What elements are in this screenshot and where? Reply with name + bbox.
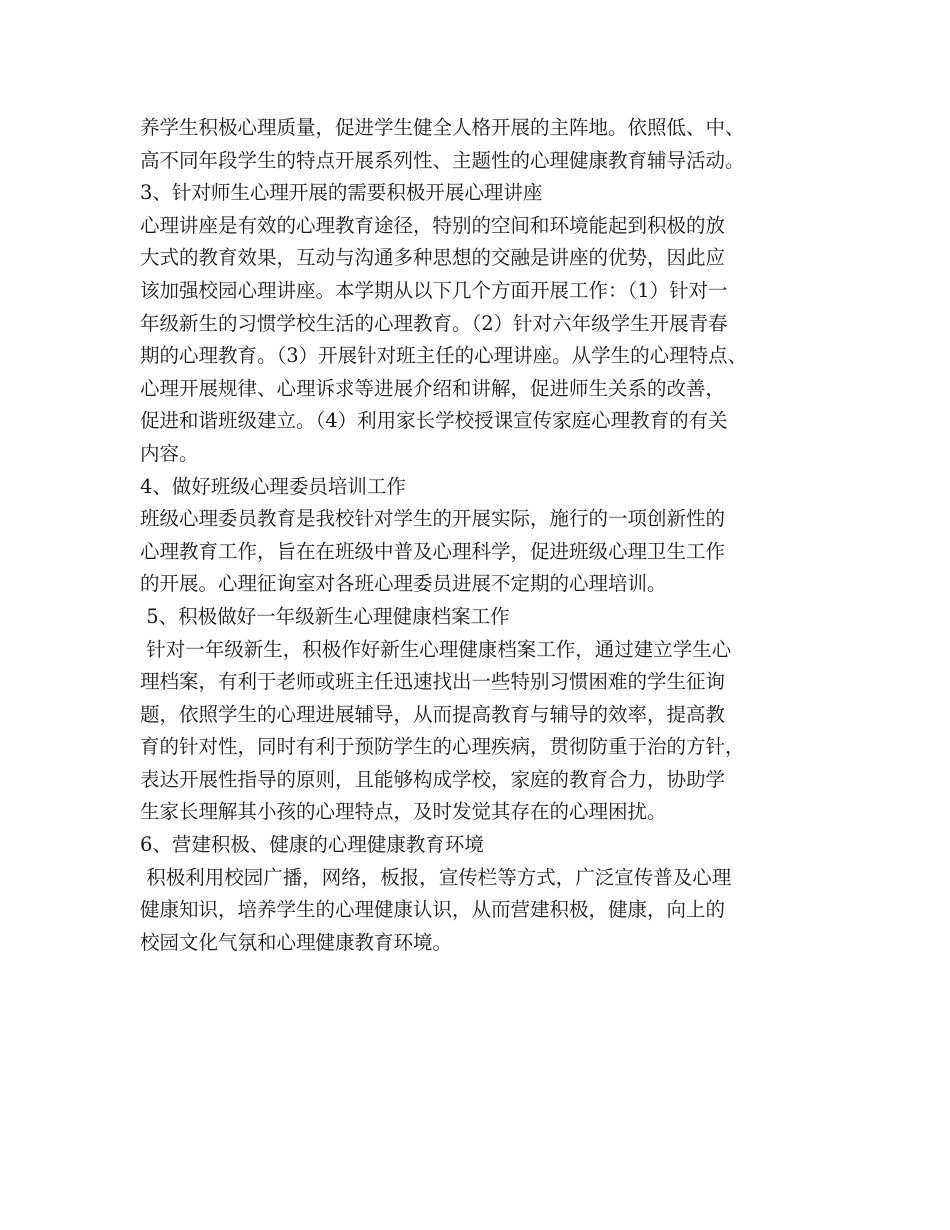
- section-heading-5: 5、积极做好一年级新生心理健康档案工作: [140, 604, 510, 628]
- section-heading-3: 3、针对师生心理开展的需要积极开展心理讲座: [140, 181, 543, 205]
- text-line: 校园文化气氛和心理健康教育环境。: [140, 930, 453, 954]
- text-line: 期的心理教育。（3）开展针对班主任的心理讲座。从学生的心理特点、: [140, 344, 748, 368]
- text-line: 该加强校园心理讲座。本学期从以下几个方面开展工作：（1）针对一: [140, 278, 728, 302]
- text-line: 育的针对性，同时有利于预防学生的心理疾病，贯彻防重于治的方针，: [140, 735, 745, 759]
- text-line: 大式的教育效果，互动与沟通多种思想的交融是讲座的优势，因此应: [140, 246, 726, 270]
- text-line: 生家长理解其小孩的心理特点，及时发觉其存在的心理困扰。: [140, 800, 667, 824]
- text-line: 健康知识，培养学生的心理健康认识，从而营建积极，健康，向上的: [140, 898, 726, 922]
- text-line: 班级心理委员教育是我校针对学生的开展实际，施行的一项创新性的: [140, 507, 726, 531]
- text-line: 心理讲座是有效的心理教育途径，特别的空间和环境能起到积极的放: [140, 213, 726, 237]
- document-body: [140, 112, 830, 959]
- text-line: 题，依照学生的心理进展辅导，从而提高教育与辅导的效率，提高教: [140, 702, 726, 726]
- section-heading-4: 4、做好班级心理委员培训工作: [140, 474, 406, 498]
- text-line: 针对一年级新生，积极作好新生心理健康档案工作，通过建立学生心: [140, 637, 732, 661]
- text-line: 养学生积极心理质量，促进学生健全人格开展的主阵地。依照低、中、: [140, 116, 745, 139]
- text-line: 内容。: [140, 441, 199, 465]
- text-line: 理档案，有利于老师或班主任迅速找出一些特别习惯困难的学生征询: [140, 670, 726, 694]
- section-heading-6: 6、营建积极、健康的心理健康教育环境: [140, 833, 484, 857]
- text-line: 心理教育工作，旨在在班级中普及心理科学，促进班级心理卫生工作: [140, 539, 726, 563]
- text-line: 表达开展性指导的原则，且能够构成学校，家庭的教育合力，协助学: [140, 767, 726, 791]
- text-line: 高不同年段学生的特点开展系列性、主题性的心理健康教育辅导活动。: [140, 148, 745, 172]
- text-line: 的开展。心理征询室对各班心理委员进展不定期的心理培训。: [140, 572, 667, 596]
- text-line: 心理开展规律、心理诉求等进展介绍和讲解，促进师生关系的改善，: [140, 376, 726, 400]
- text-line: 年级新生的习惯学校生活的心理教育。（2）针对六年级学生开展青春: [140, 311, 728, 335]
- text-line: 促进和谐班级建立。（4）利用家长学校授课宣传家庭心理教育的有关: [140, 409, 728, 433]
- text-line: 积极利用校园广播，网络，板报，宣传栏等方式，广泛宣传普及心理: [140, 865, 732, 889]
